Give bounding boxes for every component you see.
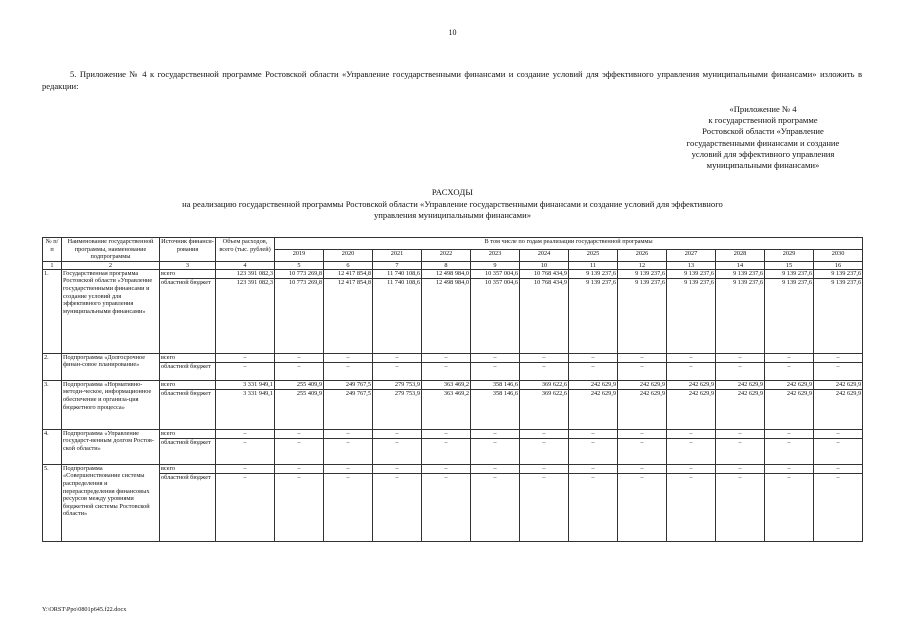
header-year: 2030 bbox=[814, 249, 863, 261]
header-year: 2022 bbox=[422, 249, 471, 261]
year-value: – bbox=[471, 464, 520, 473]
year-value: – bbox=[471, 353, 520, 362]
total-volume: – bbox=[216, 438, 275, 464]
year-value: – bbox=[667, 464, 716, 473]
year-value: 242 629,9 bbox=[569, 380, 618, 389]
row-number: 2. bbox=[43, 353, 62, 380]
year-value: 10 768 434,9 bbox=[520, 269, 569, 278]
year-value: 242 629,9 bbox=[716, 389, 765, 429]
header-volume: Объем расходов, всего (тыс. рублей) bbox=[216, 238, 275, 262]
year-value: – bbox=[814, 429, 863, 438]
page-number: 10 bbox=[448, 28, 457, 37]
year-value: 11 740 108,6 bbox=[373, 269, 422, 278]
year-value: 9 139 237,6 bbox=[716, 269, 765, 278]
year-value: 9 139 237,6 bbox=[765, 278, 814, 353]
funding-source: всего bbox=[160, 269, 216, 278]
table-row bbox=[43, 353, 863, 362]
year-value: 9 139 237,6 bbox=[618, 278, 667, 353]
header-year: 2020 bbox=[324, 249, 373, 261]
year-value: 12 498 984,0 bbox=[422, 278, 471, 353]
column-index: 3 bbox=[160, 261, 216, 269]
year-value: – bbox=[324, 429, 373, 438]
column-index: 1 bbox=[43, 261, 62, 269]
total-volume: – bbox=[216, 353, 275, 362]
year-value: – bbox=[765, 473, 814, 541]
year-value: – bbox=[618, 438, 667, 464]
column-index: 7 bbox=[373, 261, 422, 269]
year-value: 10 773 269,8 bbox=[275, 269, 324, 278]
year-value: 9 139 237,6 bbox=[716, 278, 765, 353]
year-value: – bbox=[569, 353, 618, 362]
year-value: 9 139 237,6 bbox=[667, 278, 716, 353]
year-value: – bbox=[275, 473, 324, 541]
year-value: – bbox=[471, 438, 520, 464]
year-value: – bbox=[471, 473, 520, 541]
table-row bbox=[43, 269, 863, 278]
row-number: 5. bbox=[43, 464, 62, 541]
column-index: 5 bbox=[275, 261, 324, 269]
year-value: – bbox=[275, 362, 324, 380]
year-value: – bbox=[422, 438, 471, 464]
program-name: Подпрограмма «Совершенствование системы распределения и перераспределения финансовых ресурсов между уровнями бюджетной системы Ростовской области» bbox=[62, 464, 160, 541]
year-value: – bbox=[618, 473, 667, 541]
header-year: 2025 bbox=[569, 249, 618, 261]
year-value: – bbox=[275, 353, 324, 362]
appendix-line: условий для эффективного управления bbox=[691, 148, 835, 159]
total-volume: – bbox=[216, 464, 275, 473]
year-value: 242 629,9 bbox=[569, 389, 618, 429]
header-year: 2019 bbox=[275, 249, 324, 261]
column-index: 2 bbox=[62, 261, 160, 269]
year-value: 11 740 108,6 bbox=[373, 278, 422, 353]
column-index: 13 bbox=[667, 261, 716, 269]
year-value: – bbox=[667, 362, 716, 380]
year-value: – bbox=[373, 429, 422, 438]
header-no: № п/п bbox=[43, 238, 62, 262]
year-value: 249 767,5 bbox=[324, 389, 373, 429]
year-value: 358 146,6 bbox=[471, 389, 520, 429]
year-value: – bbox=[275, 429, 324, 438]
year-value: 358 146,6 bbox=[471, 380, 520, 389]
total-volume: – bbox=[216, 362, 275, 380]
header-year: 2027 bbox=[667, 249, 716, 261]
year-value: – bbox=[520, 362, 569, 380]
year-value: – bbox=[275, 438, 324, 464]
year-value: – bbox=[324, 473, 373, 541]
header-row bbox=[43, 238, 863, 250]
year-value: – bbox=[667, 438, 716, 464]
year-value: – bbox=[373, 362, 422, 380]
column-index: 6 bbox=[324, 261, 373, 269]
year-value: – bbox=[373, 473, 422, 541]
year-value: – bbox=[765, 438, 814, 464]
year-value: 242 629,9 bbox=[814, 380, 863, 389]
year-value: – bbox=[667, 353, 716, 362]
year-value: – bbox=[422, 464, 471, 473]
appendix-line: Ростовской области «Управление bbox=[702, 126, 824, 137]
funding-source: областной бюджет bbox=[160, 389, 216, 429]
year-value: – bbox=[716, 353, 765, 362]
table-row bbox=[43, 389, 863, 429]
year-value: – bbox=[618, 429, 667, 438]
year-value: 9 139 237,6 bbox=[765, 269, 814, 278]
funding-source: всего bbox=[160, 380, 216, 389]
row-number: 1. bbox=[43, 269, 62, 353]
year-value: 242 629,9 bbox=[814, 389, 863, 429]
funding-source: областной бюджет bbox=[160, 362, 216, 380]
year-value: – bbox=[422, 473, 471, 541]
year-value: – bbox=[520, 353, 569, 362]
header-year: 2026 bbox=[618, 249, 667, 261]
year-value: 255 409,9 bbox=[275, 380, 324, 389]
table-row bbox=[43, 380, 863, 389]
year-value: – bbox=[814, 464, 863, 473]
year-value: 10 357 004,6 bbox=[471, 269, 520, 278]
header-year: 2023 bbox=[471, 249, 520, 261]
year-value: – bbox=[716, 438, 765, 464]
year-value: 363 469,2 bbox=[422, 389, 471, 429]
year-value: – bbox=[667, 429, 716, 438]
table-row bbox=[43, 473, 863, 541]
year-value: – bbox=[422, 429, 471, 438]
year-value: – bbox=[324, 464, 373, 473]
funding-source: областной бюджет bbox=[160, 473, 216, 541]
header-year: 2029 bbox=[765, 249, 814, 261]
column-index: 15 bbox=[765, 261, 814, 269]
year-value: 242 629,9 bbox=[618, 380, 667, 389]
appendix-reference bbox=[640, 104, 886, 171]
year-value: 369 622,6 bbox=[520, 380, 569, 389]
header-year: 2021 bbox=[373, 249, 422, 261]
year-value: 10 768 434,9 bbox=[520, 278, 569, 353]
year-value: – bbox=[814, 362, 863, 380]
year-value: 9 139 237,6 bbox=[569, 269, 618, 278]
year-value: 369 622,6 bbox=[520, 389, 569, 429]
year-value: – bbox=[520, 473, 569, 541]
program-name: Подпрограмма «Управление государст-венным долгом Ростов-ской области» bbox=[62, 429, 160, 464]
year-value: 12 417 854,8 bbox=[324, 269, 373, 278]
year-value: – bbox=[520, 464, 569, 473]
year-value: – bbox=[275, 464, 324, 473]
year-value: – bbox=[569, 429, 618, 438]
funding-source: областной бюджет bbox=[160, 438, 216, 464]
table-row bbox=[43, 464, 863, 473]
table-row bbox=[43, 278, 863, 353]
table-body bbox=[43, 269, 863, 541]
year-value: – bbox=[765, 429, 814, 438]
year-value: 242 629,9 bbox=[667, 380, 716, 389]
table-row bbox=[43, 429, 863, 438]
column-index: 8 bbox=[422, 261, 471, 269]
header-source: Источник финанси-рования bbox=[160, 238, 216, 262]
header-year: 2024 bbox=[520, 249, 569, 261]
year-value: – bbox=[814, 438, 863, 464]
year-value: – bbox=[618, 362, 667, 380]
year-value: – bbox=[422, 353, 471, 362]
column-index: 10 bbox=[520, 261, 569, 269]
year-value: 249 767,5 bbox=[324, 380, 373, 389]
column-index: 11 bbox=[569, 261, 618, 269]
program-name: Подпрограмма «Нормативно-методи-ческое, информационное обеспечение и организа-ция бюджетного процесса» bbox=[62, 380, 160, 429]
document-title: РАСХОДЫ bbox=[431, 187, 474, 197]
year-value: 279 753,9 bbox=[373, 389, 422, 429]
document-subtitle: на реализацию государственной программы Ростовской области «Управление государственными финансами и создание условий для эффективного управления муниципальными финансами» bbox=[182, 199, 723, 221]
year-value: 9 139 237,6 bbox=[618, 269, 667, 278]
year-value: – bbox=[324, 362, 373, 380]
row-number: 4. bbox=[43, 429, 62, 464]
year-value: 255 409,9 bbox=[275, 389, 324, 429]
year-value: – bbox=[618, 464, 667, 473]
year-value: 9 139 237,6 bbox=[814, 269, 863, 278]
year-value: – bbox=[324, 353, 373, 362]
year-value: – bbox=[716, 362, 765, 380]
year-value: – bbox=[471, 362, 520, 380]
year-value: – bbox=[765, 362, 814, 380]
year-value: – bbox=[373, 438, 422, 464]
column-index: 9 bbox=[471, 261, 520, 269]
total-volume: 123 391 082,3 bbox=[216, 278, 275, 353]
year-value: – bbox=[569, 362, 618, 380]
year-value: 12 498 984,0 bbox=[422, 269, 471, 278]
file-path-footer: Y:\ORST\Ppo\0801p645.f22.docx bbox=[42, 606, 127, 613]
year-value: 9 139 237,6 bbox=[569, 278, 618, 353]
appendix-line: государственными финансами и создание bbox=[686, 137, 840, 148]
table-row bbox=[43, 438, 863, 464]
year-value: – bbox=[618, 353, 667, 362]
year-value: – bbox=[569, 438, 618, 464]
year-value: 12 417 854,8 bbox=[324, 278, 373, 353]
year-value: 9 139 237,6 bbox=[667, 269, 716, 278]
program-name: Государственная программа Ростовской области «Управление государственными финансами и создание условий для эффективного управления муниципальными финансами» bbox=[62, 269, 160, 353]
year-value: – bbox=[569, 473, 618, 541]
year-value: 10 773 269,8 bbox=[275, 278, 324, 353]
year-value: 279 753,9 bbox=[373, 380, 422, 389]
year-value: 363 469,2 bbox=[422, 380, 471, 389]
column-index-row bbox=[43, 261, 863, 269]
total-volume: – bbox=[216, 473, 275, 541]
year-value: – bbox=[814, 473, 863, 541]
appendix-line: муниципальными финансами» bbox=[706, 160, 820, 171]
year-value: 242 629,9 bbox=[618, 389, 667, 429]
appendix-line: «Приложение № 4 bbox=[729, 104, 797, 114]
year-value: – bbox=[520, 429, 569, 438]
funding-source: всего bbox=[160, 464, 216, 473]
year-value: – bbox=[471, 429, 520, 438]
total-volume: – bbox=[216, 429, 275, 438]
appendix-line: к государственной программе bbox=[708, 115, 818, 126]
column-index: 4 bbox=[216, 261, 275, 269]
funding-source: всего bbox=[160, 429, 216, 438]
year-value: – bbox=[324, 438, 373, 464]
year-value: – bbox=[667, 473, 716, 541]
header-name: Наименование государственной программы, наименование подпрограммы bbox=[62, 238, 160, 262]
year-value: – bbox=[569, 464, 618, 473]
year-value: – bbox=[814, 353, 863, 362]
year-value: – bbox=[716, 473, 765, 541]
header-year: 2028 bbox=[716, 249, 765, 261]
year-value: 242 629,9 bbox=[716, 380, 765, 389]
year-value: – bbox=[520, 438, 569, 464]
year-value: 9 139 237,6 bbox=[814, 278, 863, 353]
total-volume: 3 331 949,1 bbox=[216, 380, 275, 389]
year-value: 10 357 004,6 bbox=[471, 278, 520, 353]
table-row bbox=[43, 362, 863, 380]
row-number: 3. bbox=[43, 380, 62, 429]
year-value: – bbox=[716, 429, 765, 438]
year-value: 242 629,9 bbox=[765, 389, 814, 429]
amendment-paragraph: 5. Приложение № 4 к государственной программе Ростовской области «Управление государственными финансами и создание условий для эффективного управления муниципальными финансами» изложить в редакции: bbox=[42, 69, 862, 91]
total-volume: 3 331 949,1 bbox=[216, 389, 275, 429]
column-index: 14 bbox=[716, 261, 765, 269]
funding-source: областной бюджет bbox=[160, 278, 216, 353]
column-index: 12 bbox=[618, 261, 667, 269]
expenses-table bbox=[42, 237, 863, 542]
program-name: Подпрограмма «Долгосрочное финан-совое планирование» bbox=[62, 353, 160, 380]
year-value: – bbox=[765, 464, 814, 473]
total-volume: 123 391 082,3 bbox=[216, 269, 275, 278]
year-value: 242 629,9 bbox=[667, 389, 716, 429]
year-value: – bbox=[373, 464, 422, 473]
year-value: – bbox=[765, 353, 814, 362]
year-value: – bbox=[422, 362, 471, 380]
header-years-group: В том числе по годам реализации государственной программы bbox=[275, 238, 863, 250]
year-value: – bbox=[716, 464, 765, 473]
year-value: – bbox=[373, 353, 422, 362]
year-value: 242 629,9 bbox=[765, 380, 814, 389]
column-index: 16 bbox=[814, 261, 863, 269]
funding-source: всего bbox=[160, 353, 216, 362]
